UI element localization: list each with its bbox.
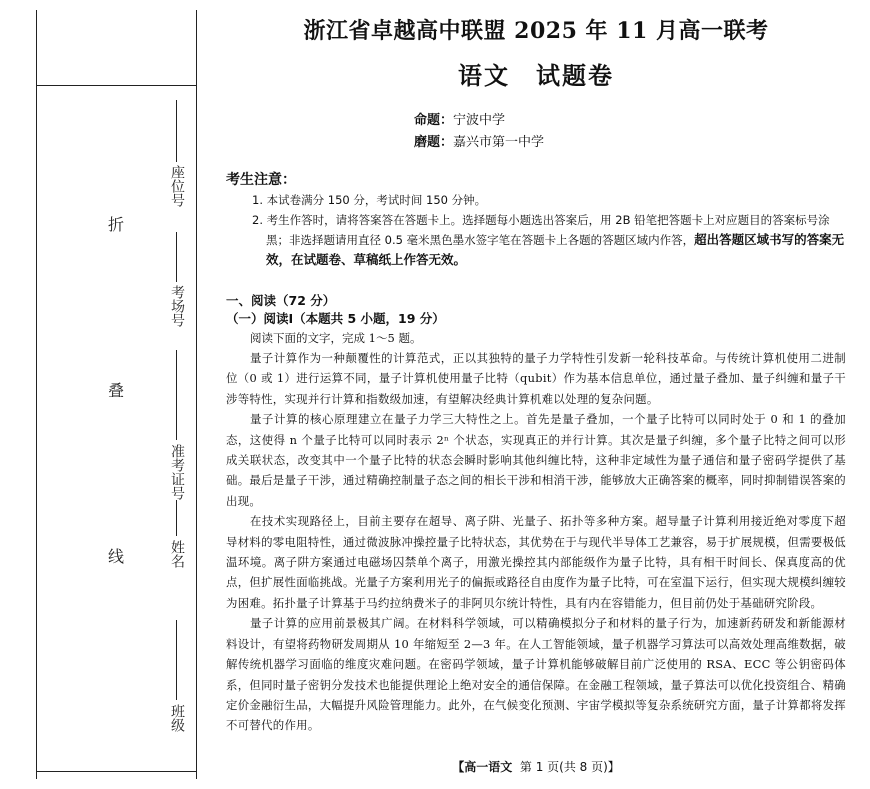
author-key: 命题： <box>414 113 454 128</box>
margin-border-left <box>36 10 37 779</box>
notice-title: 考生注意： <box>226 172 296 188</box>
author-row <box>414 110 846 132</box>
fold-mark-3: 线 <box>108 547 125 566</box>
exam-title: 浙江省卓越高中联盟 2025 年 11 月高一联考 <box>303 18 769 44</box>
exam-id-label: 准考证号 <box>169 444 185 500</box>
seat-number-line[interactable] <box>176 100 177 162</box>
section-title: 一、阅读（72 分） <box>226 293 336 308</box>
candidate-notice <box>226 170 846 270</box>
seat-number-label: 座位号 <box>169 165 185 207</box>
footer-subject: 【高一语文 <box>452 760 513 774</box>
notice-item-2 <box>240 210 846 270</box>
page-footer <box>226 758 846 775</box>
passage-paragraph-1: 量子计算作为一种颠覆性的计算范式，正以其独特的量子力学特性引发新一轮科技革命。与传统计算机使用二进制位（0 或 1）进行运算不同，量子计算机使用量子比特（qubit）作为基本信息单位，通过量子叠加、量子纠缠和量子干涉等特性，实现并行计算和指数级加速，有望解决经典计算机难以处理的复杂问题。 <box>226 351 846 406</box>
author-value: 宁波中学 <box>453 113 506 128</box>
fold-mark-1: 折 <box>108 215 125 234</box>
room-number-line[interactable] <box>176 232 177 282</box>
passage-paragraph-3: 在技术实现路径上，目前主要存在超导、离子阱、光量子、拓扑等多种方案。超导量子计算利用接近绝对零度下超导材料的零电阻特性，通过微波脉冲操控量子比特状态，其优势在于与现代半导体工艺兼容，易于扩展规模，但需要极低温环境。离子阱方案通过电磁场囚禁单个离子，用激光操控其内部能级作为量子比特，具有相干时间长、保真度高的优点，但扩展性面临挑战。光量子方案利用光子的偏振或路径自由度作为量子比特，可在室温下运行，但实现大规模纠缠较为困难。拓扑量子计算基于马约拉纳费米子的非阿贝尔统计特性，具有内在容错能力，但目前仍处于基础研究阶段。 <box>226 514 846 610</box>
subsection-title: （一）阅读Ⅰ（本题共 5 小题，19 分） <box>226 311 445 326</box>
authors-block <box>414 110 846 154</box>
room-number-label: 考场号 <box>169 285 185 327</box>
reviewer-key: 磨题： <box>414 135 454 150</box>
passage-paragraph-2: 量子计算的核心原理建立在量子力学三大特性之上。首先是量子叠加，一个量子比特可以同时处于 0 和 1 的叠加态，这使得 n 个量子比特可以同时表示 2ⁿ 个状态，实现真正的并行计算。其次是量子纠缠，多个量子比特之间可以形成关联状态，改变其中一个量子比特的状态会瞬时影响其他纠缠比特，这种非定域性为量子通信和量子密码学提供了基础。最后是量子干涉，通过精确控制量子态之间的相长干涉和相消干涉，能够放大正确答案的概率，同时抑制错误答案的出现。 <box>226 412 846 508</box>
footer-page-number: 第 1 页(共 8 页)】 <box>519 760 620 774</box>
notice-item-2-text: 2. 考生作答时，请将答案答在答题卡上。选择题每小题选出答案后，用 2B 铅笔把答题卡上对应题目的答案标号涂黑；非选择题请用直径 0.5 毫米黑色墨水签字笔在答题卡上各题的答题区域内作答， <box>252 213 830 247</box>
name-line[interactable] <box>176 500 177 536</box>
binding-margin <box>0 0 200 789</box>
reviewer-row <box>414 132 846 154</box>
class-label: 班级 <box>169 704 185 732</box>
exam-id-line[interactable] <box>176 350 177 440</box>
passage-paragraph-4: 量子计算的应用前景极其广阔。在材料科学领域，可以精确模拟分子和材料的量子行为，加速新药研发和新能源材料设计，有望将药物研发周期从 10 年缩短至 2—3 年。在人工智能领域，量子机器学习算法可以高效处理高维数据，破解传统机器学习面临的维度灾难问题。在密码学领域，量子计算机能够破解目前广泛使用的 RSA、ECC 等公钥密码体系，但同时量子密钥分发技术也能提供理论上绝对安全的通信保障。在金融工程领域，量子算法可以优化投资组合、精确定价金融衍生品，大幅提升风险管理能力。此外，在气候变化预测、宇宙学模拟等复杂系统研究方面，量子计算都将发挥不可替代的作用。 <box>226 616 846 733</box>
name-label: 姓名 <box>169 540 185 568</box>
exam-subtitle: 语文 试题卷 <box>458 61 614 90</box>
margin-border-right <box>196 10 197 779</box>
reading-instruction: 阅读下面的文字，完成 1～5 题。 <box>250 331 422 345</box>
notice-item-2-emphasis: 超出答题区域书写的答案无效，在试题卷、草稿纸上作答无效。 <box>266 232 845 267</box>
exam-page <box>226 14 846 736</box>
class-line[interactable] <box>176 620 177 700</box>
notice-item-1: 1. 本试卷满分 150 分，考试时间 150 分钟。 <box>252 193 487 207</box>
reviewer-value: 嘉兴市第一中学 <box>453 135 545 150</box>
fold-mark-2: 叠 <box>108 381 125 400</box>
margin-divider-bottom <box>36 771 196 772</box>
margin-divider-top <box>36 85 196 86</box>
